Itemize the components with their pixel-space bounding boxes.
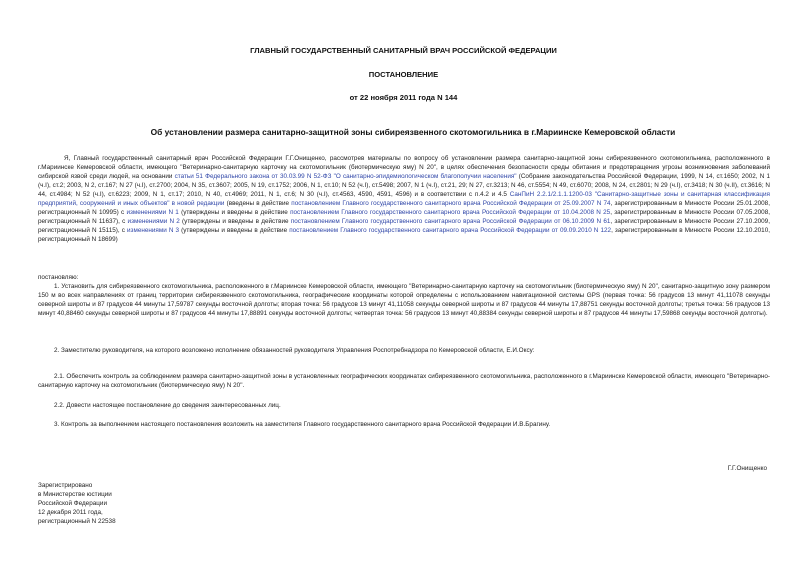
preamble-text: Я, Главный государственный санитарный врач Российской Федерации Г.Г.Онищенко, рассмотрев материалы по вопросу об установлении размера санитарно-защитной зоны сибиреязвенного скотомогильника, расположенного в г.Мариинске Кемеровской области, имеющего "Ветеринарно-санитарную карточку на скотомогильник (биотермическую яму) N 20", в целях обеспечения безопасности среды обитания и предотвращения угрозы возникновения заболеваний сибирской язвой среди людей, на основании: [38, 155, 770, 180]
decree-122-link[interactable]: постановлением Главного государственного санитарного врача Российской Федерации от 09.09.2010 N 122: [289, 227, 612, 234]
registration-line: в Министерстве юстиции: [38, 491, 112, 498]
decree-61-link[interactable]: постановлением Главного государственного санитарного врача Российской Федерации от 06.10.2009 N 61: [290, 218, 611, 225]
document-title: Об установлении размера санитарно-защитной зоны сибиреязвенного скотомогильника в г.Мариинске Кемеровской области: [150, 127, 676, 137]
signature: Г.Г.Онищенко: [727, 465, 767, 472]
registration-line: Зарегистрировано: [38, 482, 93, 489]
doc-type-heading: ПОСТАНОВЛЕНИЕ: [368, 70, 439, 79]
preamble-text: , зарегистрированным в Минюсте России 12.10.2010, регистрационный N 18699): [38, 227, 770, 243]
item-2-2-paragraph: 2.2. Довести настоящее постановление до сведения заинтересованных лиц.: [54, 402, 281, 409]
registration-line: регистрационный N 22538: [38, 518, 116, 525]
item-2-1-paragraph: 2.1. Обеспечить контроль за соблюдением размера санитарно-защитной зоны в установленных географических координатах сибиреязвенного скотомогильника, расположенного в г.Мариинске Кемеровской области, имеющего "Ветеринарно-санитарную карточку на скотомогильник (биотермическую яму) N 20".: [38, 373, 770, 389]
preamble-text: (утверждены и введены в действие: [178, 209, 291, 216]
preamble-text: (введены в действие: [224, 200, 292, 207]
preamble-text: (Собрание законодательства Российской Федерации, 1999, N 14, ст.1650; 2002, N 1 (ч.I), ст.2; 2003, N 2, ст.167; N 27 (ч.I), ст.2700; 2004, N 35, ст.3607; 2005, N 19, ст.1752; 2006, N 1, ст.10; N 52 (ч.I), ст.5498; 2007, N 1 (ч.I), ст.21, 29; N 27, ст.3213; N 46, ст.5554; N 49, ст.6070; 2008, N 24, ст.2801; N 29 (ч.I), ст.3418; N 30 (ч.II), ст.3616; N 44, ст.4984; N 52 (ч.I), ст.6223; 2009, N 1, ст.17; 2010, N 40, ст.4969; 2011, N 1, ст.6; N 30 (ч.I), ст.4563, 4590, 4591, 4596) и в соответствии с п.4.2 и 4.5: [38, 173, 770, 198]
date-number-heading: от 22 ноября 2011 года N 144: [349, 93, 458, 102]
sanpin-link[interactable]: СанПиН 2.2.1/2.1.1.1200-03 "Санитарно-защитные зоны и санитарная классификация предприятий, сооружений и иных объектов" в новой редакции: [38, 191, 770, 207]
preamble-text: (утверждены и введены в действие: [179, 227, 290, 234]
preamble-text: , зарегистрированным в Минюсте России 27.10.2009, регистрационный N 15115), с: [38, 218, 770, 234]
decree-25-link[interactable]: постановлением Главного государственного санитарного врача Российской Федерации от 10.04.2008 N 25: [290, 209, 611, 216]
preamble-text: , зарегистрированным в Минюсте России 25.01.2008, регистрационный N 10995) с: [38, 200, 770, 216]
amendment-1-link[interactable]: изменениями N 1: [126, 209, 179, 216]
item-2-paragraph: 2. Заместителю руководителя, на которого возложено исполнение обязанностей руководителя Управления Роспотребнадзора по Кемеровской области, Е.И.Оксу:: [54, 347, 535, 354]
preamble-text: (утверждены и введены в действие: [179, 218, 291, 225]
item-1-paragraph: 1. Установить для сибиреязвенного скотомогильника, расположенного в г.Мариинске Кемеровской области, имеющего "Ветеринарно-санитарную карточку на скотомогильник (биотермическую яму) N 20", санитарно-защитную зону размером 150 м во всех направлениях от границ территории сибиреязвенного скотомогильника, географические координаты которой определены с использованием навигационной системы GPS (первая точка: 56 градусов 13 минут 41,11078 секунды северной широты и 87 градусов 44 минуты 17,59787 секунды восточной долготы; вторая точка: 56 градусов 13 минут 41,11058 секунды северной широты и 87 градусов 44 минуты 17,88751 секунды восточной долготы; третья точка: 56 градусов 13 минут 40,88460 секунды северной широты и 87 градусов 44 минуты 17,88891 секунды восточной долготы; четвертая точка: 56 градусов 13 минут 40,88384 секунды северной широты и 87 градусов 44 минуты 17,59868 секунды восточной долготы).: [38, 283, 770, 317]
amendment-2-link[interactable]: изменениями N 2: [127, 218, 180, 225]
decree-word: постановляю:: [38, 274, 79, 281]
registration-block: [38, 481, 238, 526]
authority-heading: ГЛАВНЫЙ ГОСУДАРСТВЕННЫЙ САНИТАРНЫЙ ВРАЧ РОССИЙСКОЙ ФЕДЕРАЦИИ: [250, 46, 557, 55]
amendment-3-link[interactable]: изменениями N 3: [127, 227, 180, 234]
item-3-paragraph: 3. Контроль за выполнением настоящего постановления возложить на заместителя Главного государственного санитарного врача Российской Федерации И.В.Брагину.: [54, 421, 551, 428]
preamble-paragraph: [38, 154, 770, 244]
registration-line: Российской Федерации: [38, 500, 107, 507]
registration-line: 12 декабря 2011 года,: [38, 509, 103, 516]
decree-74-link[interactable]: постановлением Главного государственного санитарного врача Российской Федерации от 25.09.2007 N 74: [291, 200, 611, 207]
law-link[interactable]: статьи 51 Федерального закона от 30.03.99 N 52-ФЗ "О санитарно-эпидемиологическом благополучии населения": [174, 173, 517, 180]
preamble-text: , зарегистрированным в Минюсте России 07.05.2008, регистрационный N 11637), с: [38, 209, 770, 225]
